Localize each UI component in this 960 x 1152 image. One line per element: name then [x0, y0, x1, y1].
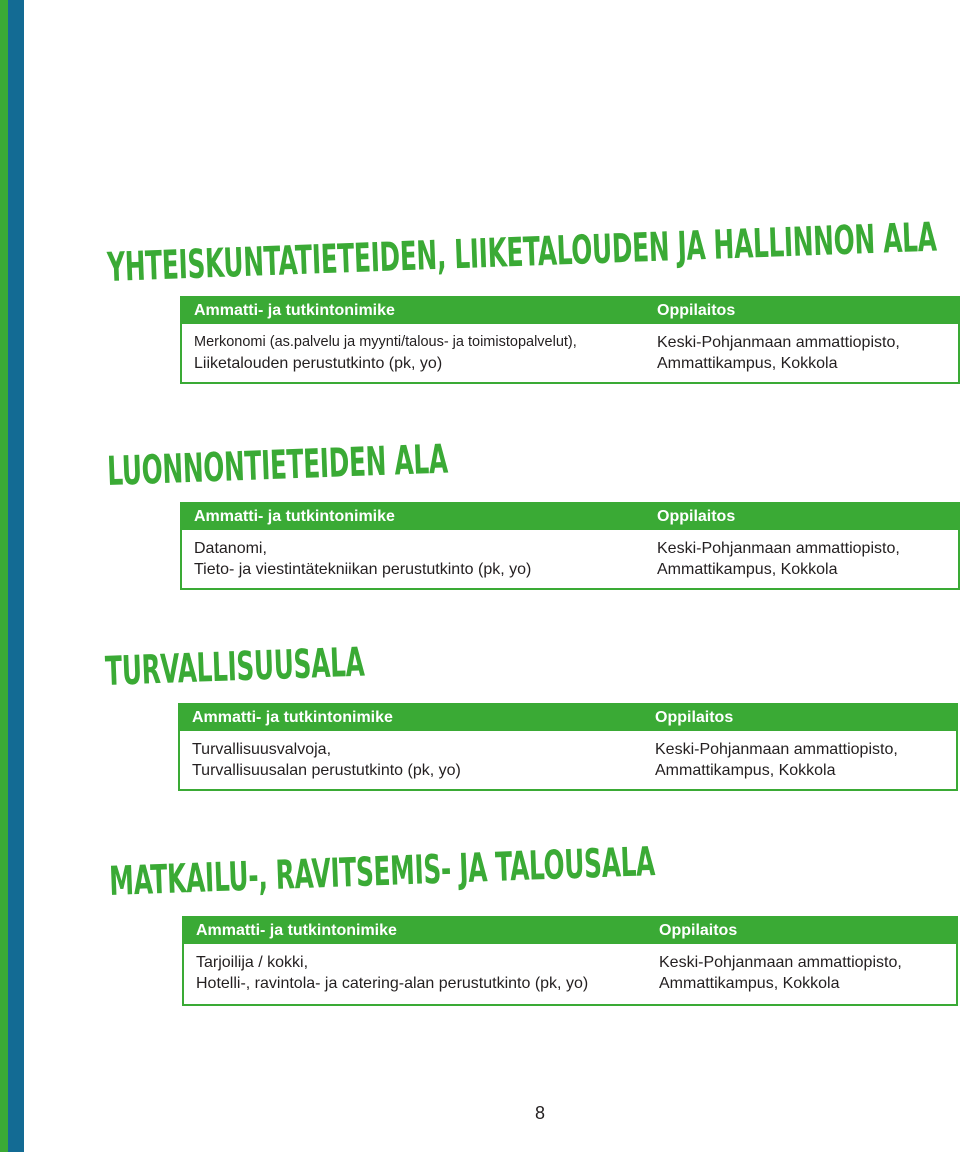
qualification-cell	[180, 731, 655, 781]
table-header	[182, 298, 958, 324]
table-row	[182, 324, 958, 374]
qualification-line-1: Datanomi,	[194, 540, 267, 557]
institution-line-2: Ammattikampus, Kokkola	[659, 975, 840, 992]
header-qualification: Ammatti- ja tutkintonimike	[192, 709, 393, 726]
institution-cell	[657, 530, 958, 580]
table-header	[180, 705, 956, 731]
institution-line-1: Keski-Pohjanmaan ammattiopisto,	[657, 334, 900, 351]
institution-line-2: Ammattikampus, Kokkola	[655, 762, 836, 779]
institution-line-1: Keski-Pohjanmaan ammattiopisto,	[655, 741, 898, 758]
institution-cell	[655, 731, 956, 781]
header-institution: Oppilaitos	[655, 709, 734, 726]
qualification-line-1: Tarjoilija / kokki,	[196, 954, 309, 971]
program-table	[178, 703, 958, 791]
table-header	[182, 504, 958, 530]
header-qualification: Ammatti- ja tutkintonimike	[196, 922, 397, 939]
institution-line-2: Ammattikampus, Kokkola	[657, 355, 838, 372]
left-green-stripe	[0, 0, 8, 1152]
program-table	[180, 296, 960, 384]
qualification-line-2: Turvallisuusalan perustutkinto (pk, yo)	[192, 762, 461, 779]
qualification-line-1: Merkonomi (as.palvelu ja myynti/talous- ja toimistopalvelut),	[194, 334, 577, 350]
section-title: LUONNONTIETEIDEN ALA	[106, 436, 449, 495]
program-table	[180, 502, 960, 590]
page-number: 8	[534, 1103, 545, 1123]
header-qualification: Ammatti- ja tutkintonimike	[194, 302, 395, 319]
section-title: TURVALLISUUSALA	[104, 639, 366, 695]
section-title: YHTEISKUNTATIETEIDEN, LIIKETALOUDEN JA HALLINNON ALA	[106, 214, 938, 291]
qualification-cell	[182, 530, 657, 580]
institution-line-1: Keski-Pohjanmaan ammattiopisto,	[657, 540, 900, 557]
left-blue-stripe	[8, 0, 24, 1152]
qualification-line-2: Liiketalouden perustutkinto (pk, yo)	[194, 355, 443, 372]
header-qualification: Ammatti- ja tutkintonimike	[194, 508, 395, 525]
header-institution: Oppilaitos	[657, 302, 736, 319]
institution-line-1: Keski-Pohjanmaan ammattiopisto,	[659, 954, 902, 971]
table-row	[182, 530, 958, 580]
institution-line-2: Ammattikampus, Kokkola	[657, 561, 838, 578]
qualification-cell	[184, 944, 659, 994]
institution-cell	[659, 944, 956, 994]
table-row	[180, 731, 956, 781]
program-table	[182, 916, 958, 1006]
section-title: MATKAILU-, RAVITSEMIS- JA TALOUSALA	[108, 839, 656, 905]
qualification-cell	[182, 324, 657, 374]
qualification-line-2: Tieto- ja viestintätekniikan perustutkinto (pk, yo)	[194, 561, 532, 578]
qualification-line-2: Hotelli-, ravintola- ja catering-alan perustutkinto (pk, yo)	[196, 975, 589, 992]
table-row	[184, 944, 956, 994]
qualification-line-1: Turvallisuusvalvoja,	[192, 741, 332, 758]
header-institution: Oppilaitos	[659, 922, 738, 939]
table-header	[184, 918, 956, 944]
header-institution: Oppilaitos	[657, 508, 736, 525]
institution-cell	[657, 324, 958, 374]
